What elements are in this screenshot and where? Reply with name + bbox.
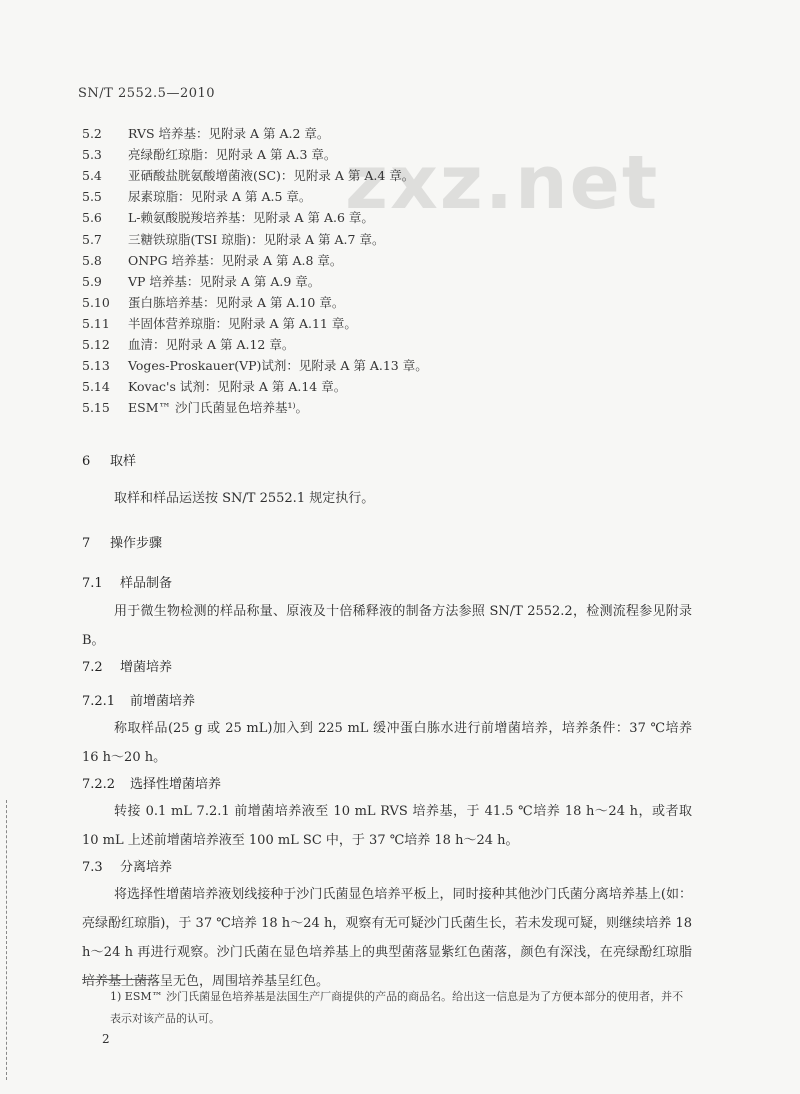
reagent-text: L-赖氨酸脱羧培养基：见附录 A 第 A.6 章。 xyxy=(128,210,374,226)
reagent-text: 亚硒酸盐胱氨酸增菌液(SC)：见附录 A 第 A.4 章。 xyxy=(128,168,415,184)
reagent-number: 5.15 xyxy=(82,400,110,416)
reagent-number: 5.5 xyxy=(82,189,102,205)
reagent-item xyxy=(82,335,294,353)
section-7-2-1-heading xyxy=(82,690,195,709)
section-7-3-text: 将选择性增菌培养液划线接种于沙门氏菌显色培养平板上，同时接种其他沙门氏菌分离培养基上(如：亮绿酚红琼脂)，于 37 ℃培养 18 h～24 h，观察有无可疑沙门氏菌生长，若未发现可疑，则继续培养 18 h～24 h 再进行观察。沙门氏菌在显色培养基上的典型菌落显紫红色菌落，颜色有深浅，在亮绿酚红琼脂培养基上菌落呈无色，周围培养基呈红色。 xyxy=(82,887,692,989)
reagent-text: 血清：见附录 A 第 A.12 章。 xyxy=(128,337,295,352)
reagent-number: 5.13 xyxy=(82,358,110,374)
reagent-number: 5.14 xyxy=(82,379,110,395)
reagent-item xyxy=(82,145,336,163)
section-7-heading xyxy=(82,532,162,551)
reagent-text: 尿素琼脂：见附录 A 第 A.5 章。 xyxy=(128,189,312,205)
section-title: 样品制备 xyxy=(120,576,173,591)
standard-code-header: SN/T 2552.5—2010 xyxy=(78,86,216,101)
section-7-2-2-heading xyxy=(82,773,221,792)
reagent-item xyxy=(82,251,342,269)
footnote-separator xyxy=(82,979,152,980)
section-number: 7.2.2 xyxy=(82,777,116,792)
reagent-text: VP 培养基：见附录 A 第 A.9 章。 xyxy=(128,273,321,289)
reagent-text: ONPG 培养基：见附录 A 第 A.8 章。 xyxy=(128,252,343,268)
watermark-logo: zxz.net xyxy=(345,140,660,226)
reagent-text: 亮绿酚红琼脂：见附录 A 第 A.3 章。 xyxy=(128,147,337,163)
section-number: 7.2.1 xyxy=(82,694,116,709)
section-6-text: 取样和样品运送按 SN/T 2552.1 规定执行。 xyxy=(114,491,375,506)
section-7-1-heading xyxy=(82,572,172,591)
reagent-number: 5.9 xyxy=(82,273,102,289)
section-7-2-2-text: 转接 0.1 mL 7.2.1 前增菌培养液至 10 mL RVS 培养基，于 41.5 ℃培养 18 h～24 h，或者取 10 mL 上述前增菌培养液至 100 mL SC 中，于 37 ℃培养 18 h～24 h。 xyxy=(82,804,692,848)
reagent-number: 5.4 xyxy=(82,168,102,184)
section-title: 分离培养 xyxy=(120,860,173,875)
reagent-text: RVS 培养基：见附录 A 第 A.2 章。 xyxy=(128,126,330,141)
reagent-item xyxy=(82,208,374,226)
reagent-number: 5.10 xyxy=(82,294,110,310)
reagent-item xyxy=(82,293,344,311)
reagent-text: 半固体营养琼脂：见附录 A 第 A.11 章。 xyxy=(128,315,357,331)
section-title: 前增菌培养 xyxy=(130,694,196,709)
section-title: 取样 xyxy=(110,454,137,469)
reagent-text: 三糖铁琼脂(TSI 琼脂)：见附录 A 第 A.7 章。 xyxy=(128,231,385,247)
section-number: 7.2 xyxy=(82,660,103,675)
reagent-number: 5.2 xyxy=(82,126,102,141)
section-title: 操作步骤 xyxy=(110,536,163,551)
reagent-number: 5.3 xyxy=(82,147,102,163)
section-6-heading xyxy=(82,450,136,469)
reagent-number: 5.11 xyxy=(82,315,110,331)
reagent-item xyxy=(82,124,329,142)
section-7-3-heading xyxy=(82,856,172,875)
page-number: 2 xyxy=(102,1032,110,1046)
reagent-item xyxy=(82,314,357,332)
reagent-item xyxy=(82,398,308,416)
section-number: 7.3 xyxy=(82,860,103,875)
reagent-item xyxy=(82,166,414,184)
reagent-number: 5.8 xyxy=(82,252,102,268)
footnote-text: 1) ESM™ 沙门氏菌显色培养基是法国生产厂商提供的产品的商品名。给出这一信息是为了方便本部分的使用者，并不表示对该产品的认可。 xyxy=(110,990,684,1025)
section-7-1-text: 用于微生物检测的样品称量、原液及十倍稀释液的制备方法参照 SN/T 2552.2，检测流程参见附录 B。 xyxy=(82,604,692,648)
section-title: 选择性增菌培养 xyxy=(130,777,222,792)
reagent-text: Voges-Proskauer(VP)试剂：见附录 A 第 A.13 章。 xyxy=(128,358,428,374)
scan-edge-marks xyxy=(6,800,9,1080)
reagent-item xyxy=(82,272,320,290)
section-number: 7 xyxy=(82,536,91,551)
reagent-number: 5.6 xyxy=(82,210,102,226)
reagent-text: Kovac's 试剂：见附录 A 第 A.14 章。 xyxy=(128,379,347,395)
reagent-number: 5.12 xyxy=(82,337,110,352)
section-number: 7.1 xyxy=(82,576,103,591)
section-title: 增菌培养 xyxy=(120,660,173,675)
reagent-item xyxy=(82,377,346,395)
reagent-item xyxy=(82,356,428,374)
reagent-item xyxy=(82,230,384,248)
section-7-2-heading xyxy=(82,656,172,675)
reagent-text: ESM™ 沙门氏菌显色培养基¹⁾。 xyxy=(128,400,309,416)
section-number: 6 xyxy=(82,454,91,469)
reagent-item xyxy=(82,187,311,205)
section-7-2-1-text: 称取样品(25 g 或 25 mL)加入到 225 mL 缓冲蛋白胨水进行前增菌培养，培养条件：37 ℃培养 16 h～20 h。 xyxy=(82,721,692,765)
reagent-number: 5.7 xyxy=(82,231,102,247)
reagent-text: 蛋白胨培养基：见附录 A 第 A.10 章。 xyxy=(128,294,345,310)
